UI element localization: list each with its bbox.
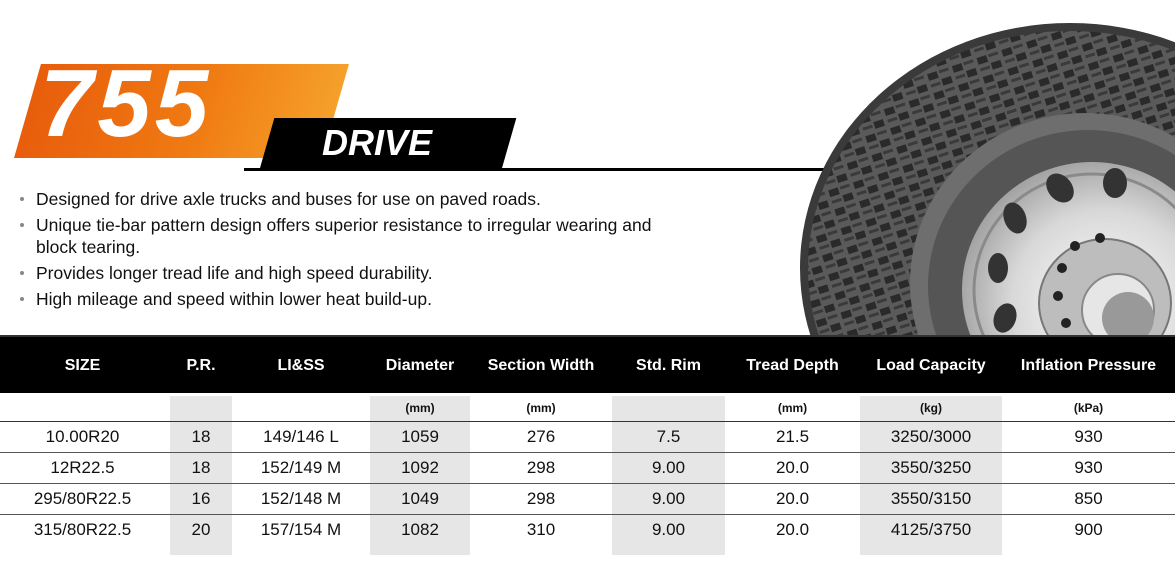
header-section-width: Section Width (487, 357, 595, 374)
cell-section-width: 276 (526, 427, 556, 446)
unit-diameter: (mm) (405, 401, 435, 415)
cell-size: 295/80R22.5 (33, 489, 132, 508)
header-diameter: Diameter (385, 357, 455, 374)
feature-text: High mileage and speed within lower heat build-up. (36, 289, 432, 309)
feature-item (18, 214, 658, 258)
table-row (0, 422, 1175, 453)
cell-diameter: 1049 (401, 489, 439, 508)
cell-diameter: 1082 (401, 520, 439, 539)
header-std-rim: Std. Rim (636, 357, 701, 374)
cell-load-speed: 157/154 M (260, 520, 342, 539)
feature-text: Provides longer tread life and high speed durability. (36, 263, 433, 283)
feature-text: Designed for drive axle trucks and buses for use on paved roads. (36, 189, 541, 209)
cell-diameter: 1092 (401, 458, 439, 477)
cell-std-rim: 9.00 (651, 520, 686, 539)
cell-load-speed: 149/146 L (263, 427, 339, 446)
cell-section-width: 298 (526, 458, 556, 477)
table-header (0, 335, 1175, 393)
cell-size: 12R22.5 (50, 458, 115, 477)
units-row (0, 396, 1175, 420)
cell-load-speed: 152/149 M (260, 458, 342, 477)
spec-table (0, 335, 1175, 555)
unit-load-capacity: (kg) (920, 401, 942, 415)
cell-ply-rating: 16 (191, 489, 211, 508)
bullet-icon (20, 297, 24, 301)
cell-inflation-pressure: 930 (1074, 458, 1103, 477)
cell-tread-depth: 21.5 (775, 427, 810, 446)
cell-ply-rating: 20 (191, 520, 211, 539)
cell-std-rim: 9.00 (651, 458, 686, 477)
unit-inflation-pressure: (kPa) (1073, 401, 1104, 415)
header-tread-depth: Tread Depth (746, 357, 839, 374)
cell-load-capacity: 3550/3150 (890, 489, 972, 508)
header-size: SIZE (64, 357, 101, 374)
cell-tread-depth: 20.0 (775, 458, 810, 477)
tire-illustration (770, 18, 1175, 336)
cell-section-width: 298 (526, 489, 556, 508)
cell-inflation-pressure: 900 (1074, 520, 1103, 539)
header-divider (244, 168, 824, 171)
cell-std-rim: 9.00 (651, 489, 686, 508)
cell-diameter: 1059 (401, 427, 439, 446)
cell-inflation-pressure: 930 (1074, 427, 1103, 446)
cell-load-capacity: 3550/3250 (890, 458, 972, 477)
pattern-type-label: DRIVE (322, 122, 433, 163)
cell-size: 10.00R20 (45, 427, 120, 446)
bullet-icon (20, 197, 24, 201)
table-row (0, 484, 1175, 515)
table-row (0, 453, 1175, 484)
cell-tread-depth: 20.0 (775, 489, 810, 508)
feature-item (18, 262, 658, 284)
bullet-icon (20, 271, 24, 275)
feature-item (18, 288, 658, 310)
feature-item (18, 188, 658, 210)
header-load-capacity: Load Capacity (876, 357, 986, 374)
cell-section-width: 310 (526, 520, 556, 539)
table-row (0, 515, 1175, 546)
feature-list (18, 188, 658, 314)
cell-load-capacity: 3250/3000 (890, 427, 972, 446)
cell-tread-depth: 20.0 (775, 520, 810, 539)
cell-ply-rating: 18 (191, 427, 211, 446)
cell-size: 315/80R22.5 (33, 520, 132, 539)
header-ply-rating: P.R. (186, 357, 216, 374)
bullet-icon (20, 223, 24, 227)
cell-load-speed: 152/148 M (260, 489, 342, 508)
feature-text: Unique tie-bar pattern design offers superior resistance to irregular wearing and block tearing. (36, 215, 652, 257)
cell-ply-rating: 18 (191, 458, 211, 477)
cell-inflation-pressure: 850 (1074, 489, 1103, 508)
cell-load-capacity: 4125/3750 (890, 520, 972, 539)
header-inflation-pressure: Inflation Pressure (1020, 357, 1157, 374)
unit-section-width: (mm) (526, 401, 556, 415)
unit-tread-depth: (mm) (777, 401, 808, 415)
header-load-speed: LI&SS (277, 357, 325, 374)
cell-std-rim: 7.5 (656, 427, 681, 446)
model-number: 755 (40, 50, 213, 157)
